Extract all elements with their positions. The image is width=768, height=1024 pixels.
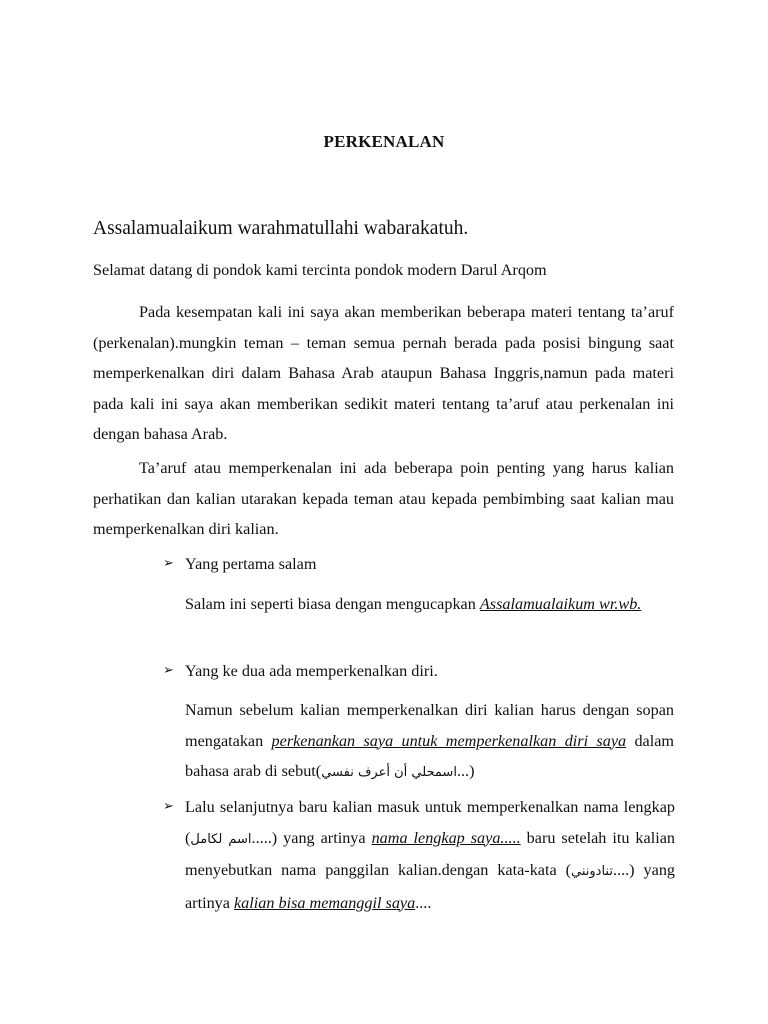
bullet-body-salam [185, 589, 674, 620]
underlined-phrase: nama lengkap saya..... [371, 828, 521, 847]
bullet-item-full-name [163, 792, 675, 918]
arrow-bullet-icon: ➢ [163, 663, 174, 678]
body-text: dalam bahasa arab di sebut( [185, 731, 674, 780]
bullet-item-salam [163, 549, 675, 580]
underlined-phrase: perkenankan saya untuk memperkenalkan diri saya [271, 731, 627, 750]
bullet-heading: Yang pertama salam [185, 555, 317, 573]
bullet-heading: Yang ke dua ada memperkenalkan diri. [185, 662, 438, 680]
body-text: .....) yang artinya [251, 828, 372, 847]
arabic-phrase: اسمحلي أن أعرف نفسي [321, 765, 457, 780]
bullet-item-introduce [163, 656, 675, 687]
underlined-phrase: kalian bisa memanggil saya [234, 893, 416, 912]
greeting-line: Assalamualaikum warahmatullahi wabarakatuh. [93, 218, 469, 239]
document-title: PERKENALAN [323, 132, 445, 151]
paragraph-key-points: Ta’aruf atau memperkenalan ini ada beberapa poin penting yang harus kalian perhatikan dan kalian utarakan kepada teman atau kepada pembimbing saat kalian mau memperkenalkan diri kalian. [93, 459, 674, 538]
body-text: Salam ini seperti biasa dengan mengucapkan [185, 595, 480, 613]
paragraph-intro: Pada kesempatan kali ini saya akan memberikan beberapa materi tentang ta’aruf (perkenalan).mungkin teman – teman semua pernah berada pada posisi bingung saat memperkenalkan diri dalam Bahasa Arab ataupun Bahasa Inggris,namun pada materi pada kali ini saya akan memberikan sedikit materi tentang ta’aruf atau perkenalan ini dengan bahasa Arab. [93, 303, 674, 443]
body-text: Lalu selanjutnya baru kalian masuk untuk memperkenalkan nama lengkap ( [185, 798, 675, 847]
body-text: baru setelah itu kalian menyebutkan nama panggilan kalian.dengan kata-kata ( [185, 828, 675, 879]
arabic-phrase: تنادونني [571, 864, 613, 879]
body-text: ....) yang artinya [185, 861, 676, 912]
arrow-bullet-icon: ➢ [163, 799, 174, 814]
body-text: Namun sebelum kalian memperkenalkan diri kalian harus dengan sopan mengatakan [185, 701, 674, 750]
arabic-phrase: اسم لكامل [190, 831, 252, 847]
welcome-line: Selamat datang di pondok kami tercinta pondok modern Darul Arqom [93, 261, 547, 279]
bullet-body-introduce [185, 695, 674, 789]
body-text: .... [415, 893, 432, 912]
body-text: ...) [456, 762, 475, 780]
underlined-phrase: Assalamualaikum wr.wb. [479, 595, 642, 613]
bullet-body-full-name [185, 792, 675, 918]
arrow-bullet-icon: ➢ [163, 556, 174, 571]
